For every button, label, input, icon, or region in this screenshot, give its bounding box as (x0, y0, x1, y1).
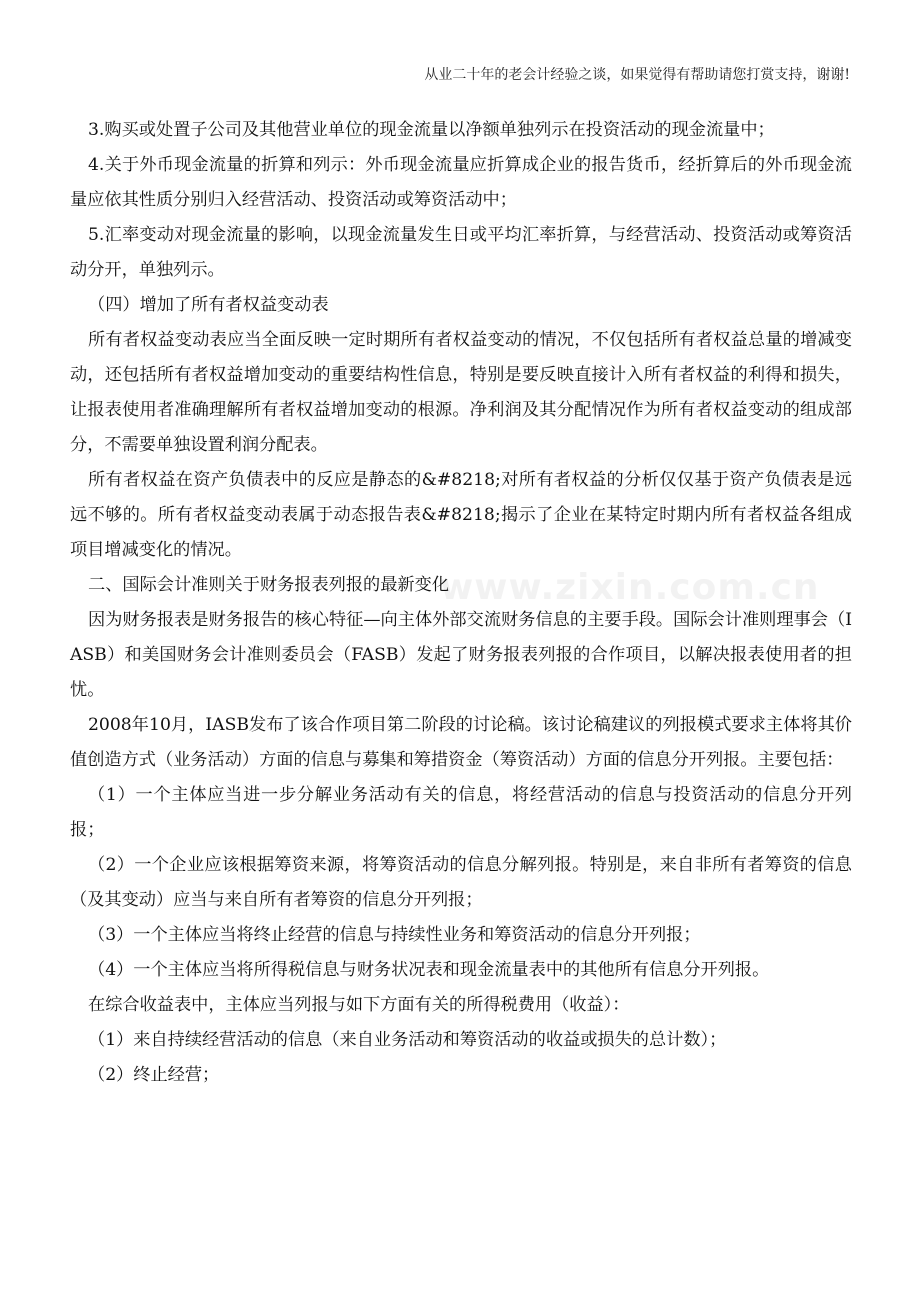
document-body (70, 113, 852, 1093)
list-item: （2）一个企业应该根据筹资来源，将筹资活动的信息分解列报。特别是，来自非所有者筹资的信息（及其变动）应当与来自所有者筹资的信息分开列报； (70, 855, 852, 910)
list-item: （2）终止经营； (88, 1065, 220, 1085)
header-note: 从业二十年的老会计经验之谈，如果觉得有帮助请您打赏支持，谢谢! (424, 67, 850, 83)
section-heading: 二、国际会计准则关于财务报表列报的最新变化 (88, 575, 449, 595)
list-item: （1）一个主体应当进一步分解业务活动有关的信息，将经营活动的信息与投资活动的信息分开列报； (70, 785, 852, 840)
paragraph: 所有者权益变动表应当全面反映一定时期所有者权益变动的情况，不仅包括所有者权益总量的增减变动，还包括所有者权益增加变动的重要结构性信息，特别是要反映直接计入所有者权益的利得和损失，让报表使用者准确理解所有者权益增加变动的根源。净利润及其分配情况作为所有者权益变动的组成部分，不需要单独设置利润分配表。 (70, 330, 852, 455)
paragraph: 4.关于外币现金流量的折算和列示：外币现金流量应折算成企业的报告货币，经折算后的外币现金流量应依其性质分别归入经营活动、投资活动或筹资活动中； (70, 155, 852, 210)
watermark: www.zixin.com.cn (440, 567, 820, 608)
paragraph: 在综合收益表中，主体应当列报与如下方面有关的所得税费用（收益）： (88, 995, 630, 1015)
list-item: （4）一个主体应当将所得税信息与财务状况表和现金流量表中的其他所有信息分开列报。 (88, 960, 770, 980)
paragraph: 因为财务报表是财务报告的核心特征—向主体外部交流财务信息的主要手段。国际会计准则理事会（IASB）和美国财务会计准则委员会（FASB）发起了财务报表列报的合作项目，以解决报表使用者的担忧。 (70, 610, 852, 700)
section-heading: （四）增加了所有者权益变动表 (88, 295, 329, 315)
list-item: （1）来自持续经营活动的信息（来自业务活动和筹资活动的收益或损失的总计数）； (88, 1030, 727, 1050)
list-item: （3）一个主体应当将终止经营的信息与持续性业务和筹资活动的信息分开列报； (88, 925, 701, 945)
paragraph: 所有者权益在资产负债表中的反应是静态的&#8218;对所有者权益的分析仅仅基于资产负债表是远远不够的。所有者权益变动表属于动态报告表&#8218;揭示了企业在某特定时期内所有者权益各组成项目增减变化的情况。 (70, 470, 852, 560)
paragraph: 2008年10月，IASB发布了该合作项目第二阶段的讨论稿。该讨论稿建议的列报模式要求主体将其价值创造方式（业务活动）方面的信息与募集和筹措资金（筹资活动）方面的信息分开列报。主要包括： (70, 715, 852, 770)
paragraph: 5.汇率变动对现金流量的影响，以现金流量发生日或平均汇率折算，与经营活动、投资活动或筹资活动分开，单独列示。 (70, 225, 852, 280)
paragraph: 3.购买或处置子公司及其他营业单位的现金流量以净额单独列示在投资活动的现金流量中； (88, 120, 775, 140)
